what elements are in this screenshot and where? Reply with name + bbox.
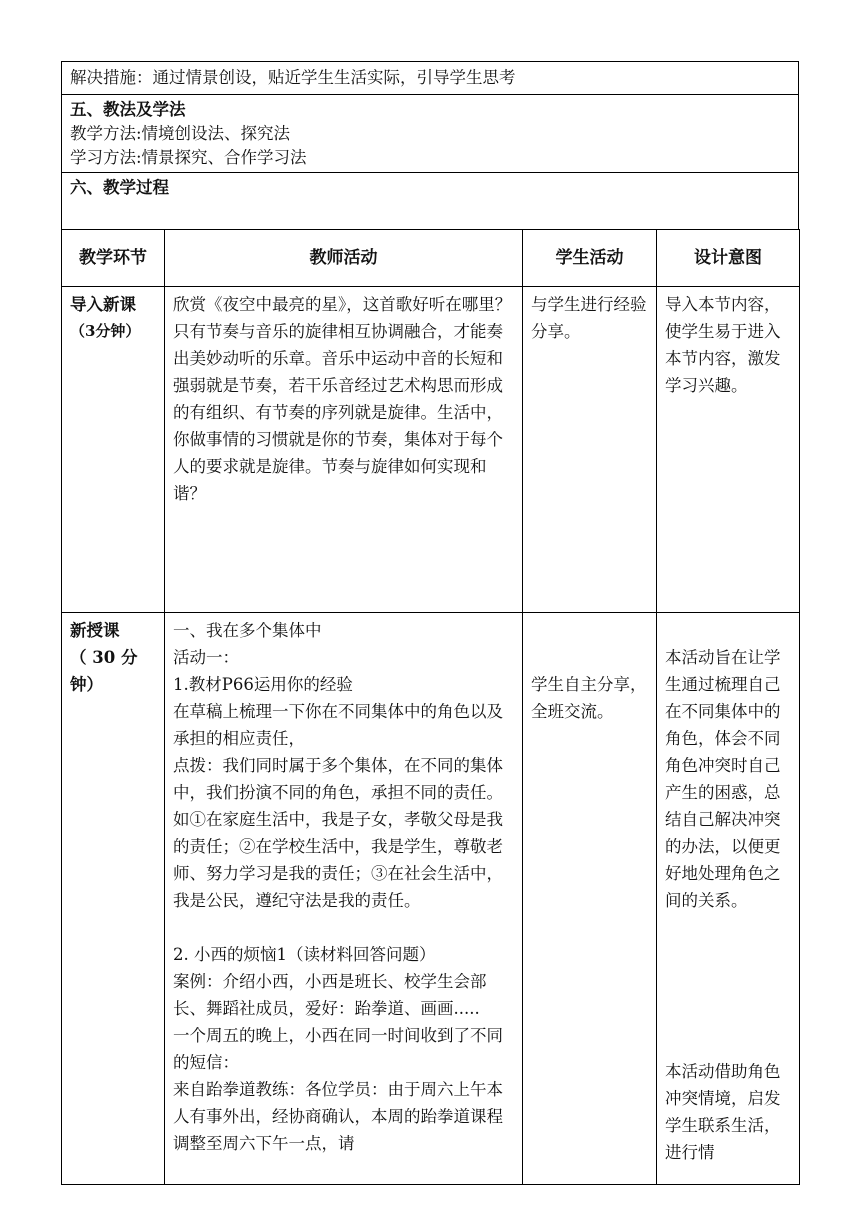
process-table bbox=[61, 229, 800, 1185]
stage-name: 导入新课 bbox=[70, 295, 136, 314]
stage-time: （3分钟） bbox=[70, 322, 141, 340]
design-intent-cell bbox=[657, 613, 800, 1185]
teacher-line: 点拨：我们同时属于多个集体，在不同的集体中，我们扮演不同的角色，承担不同的责任。如①在家庭生活中，我是子女，孝敬父母是我的责任；②在学校生活中，我是学生，尊敬老师、努力学习是我的责任；③在社会生活中，我是公民，遵纪守法是我的责任。 bbox=[173, 756, 503, 910]
table-row bbox=[62, 613, 800, 1185]
table-row bbox=[62, 287, 800, 613]
lesson-plan-page bbox=[61, 61, 799, 1185]
teacher-line: 在草稿上梳理一下你在不同集体中的角色以及承担的相应责任， bbox=[173, 702, 503, 748]
teacher-activity-text: 欣赏《夜空中最亮的星》，这首歌好听在哪里？只有节奏与音乐的旋律相互协调融合，才能奏出美妙动听的乐章。音乐中运动中音的长短和强弱就是节奏，若干乐音经过艺术构思而形成的有组织、有节奏的序列就是旋律。生活中，你做事情的习惯就是你的节奏，集体对于每个人的要求就是旋律。节奏与旋律如何实现和谐？ bbox=[173, 295, 512, 503]
teacher-line: 2. 小西的烦恼1（读材料回答问题） bbox=[173, 945, 436, 964]
section-methods bbox=[61, 94, 799, 172]
teacher-activity-cell bbox=[165, 613, 523, 1185]
teaching-methods: 教学方法:情境创设法、探究法 bbox=[70, 124, 291, 143]
header-stage: 教学环节 bbox=[62, 230, 165, 287]
header-student: 学生活动 bbox=[523, 230, 657, 287]
learning-methods: 学习方法:情景探究、合作学习法 bbox=[70, 148, 307, 167]
header-teacher: 教师活动 bbox=[165, 230, 523, 287]
student-activity-cell bbox=[523, 287, 657, 613]
teacher-line: 活动一： bbox=[173, 648, 239, 667]
section5-title: 五、教法及学法 bbox=[70, 100, 186, 119]
design-intent-cell bbox=[657, 287, 800, 613]
student-activity-text: 学生自主分享，全班交流。 bbox=[531, 675, 647, 721]
section-process bbox=[61, 172, 799, 229]
design-intent-text-2: 本活动借助角色冲突情境，启发学生联系生活，进行情 bbox=[665, 1062, 781, 1162]
teacher-line: 1.教材P66运用你的经验 bbox=[173, 675, 353, 694]
stage-cell bbox=[62, 287, 165, 613]
section6-title: 六、教学过程 bbox=[70, 178, 169, 197]
student-activity-text: 与学生进行经验分享。 bbox=[531, 295, 647, 341]
design-intent-text: 本活动旨在让学生通过梳理自己在不同集体中的角色，体会不同角色冲突时自己产生的困惑，总结自己解决冲突的办法，以便更好地处理角色之间的关系。 bbox=[665, 648, 781, 910]
stage-cell bbox=[62, 613, 165, 1185]
teacher-line: 来自跆拳道教练：各位学员：由于周六上午本人有事外出，经协商确认，本周的跆拳道课程调整至周六下午一点，请 bbox=[173, 1080, 503, 1153]
teacher-line: 一、我在多个集体中 bbox=[173, 621, 322, 640]
header-intent: 设计意图 bbox=[657, 230, 800, 287]
teacher-line: 一个周五的晚上，小西在同一时间收到了不同的短信： bbox=[173, 1026, 503, 1072]
teacher-activity-cell bbox=[165, 287, 523, 613]
teacher-line: 案例：介绍小西，小西是班长、校学生会部长、舞蹈社成员，爱好：跆拳道、画画..... bbox=[173, 972, 487, 1018]
table-header-row bbox=[62, 230, 800, 287]
stage-name: 新授课 bbox=[70, 621, 120, 640]
stage-time: （ 30 分钟） bbox=[70, 648, 138, 694]
measures-text: 解决措施：通过情景创设，贴近学生生活实际，引导学生思考 bbox=[70, 68, 516, 87]
measures-row bbox=[61, 61, 799, 94]
student-activity-cell bbox=[523, 613, 657, 1185]
design-intent-text: 导入本节内容，使学生易于进入本节内容，激发学习兴趣。 bbox=[665, 295, 781, 395]
